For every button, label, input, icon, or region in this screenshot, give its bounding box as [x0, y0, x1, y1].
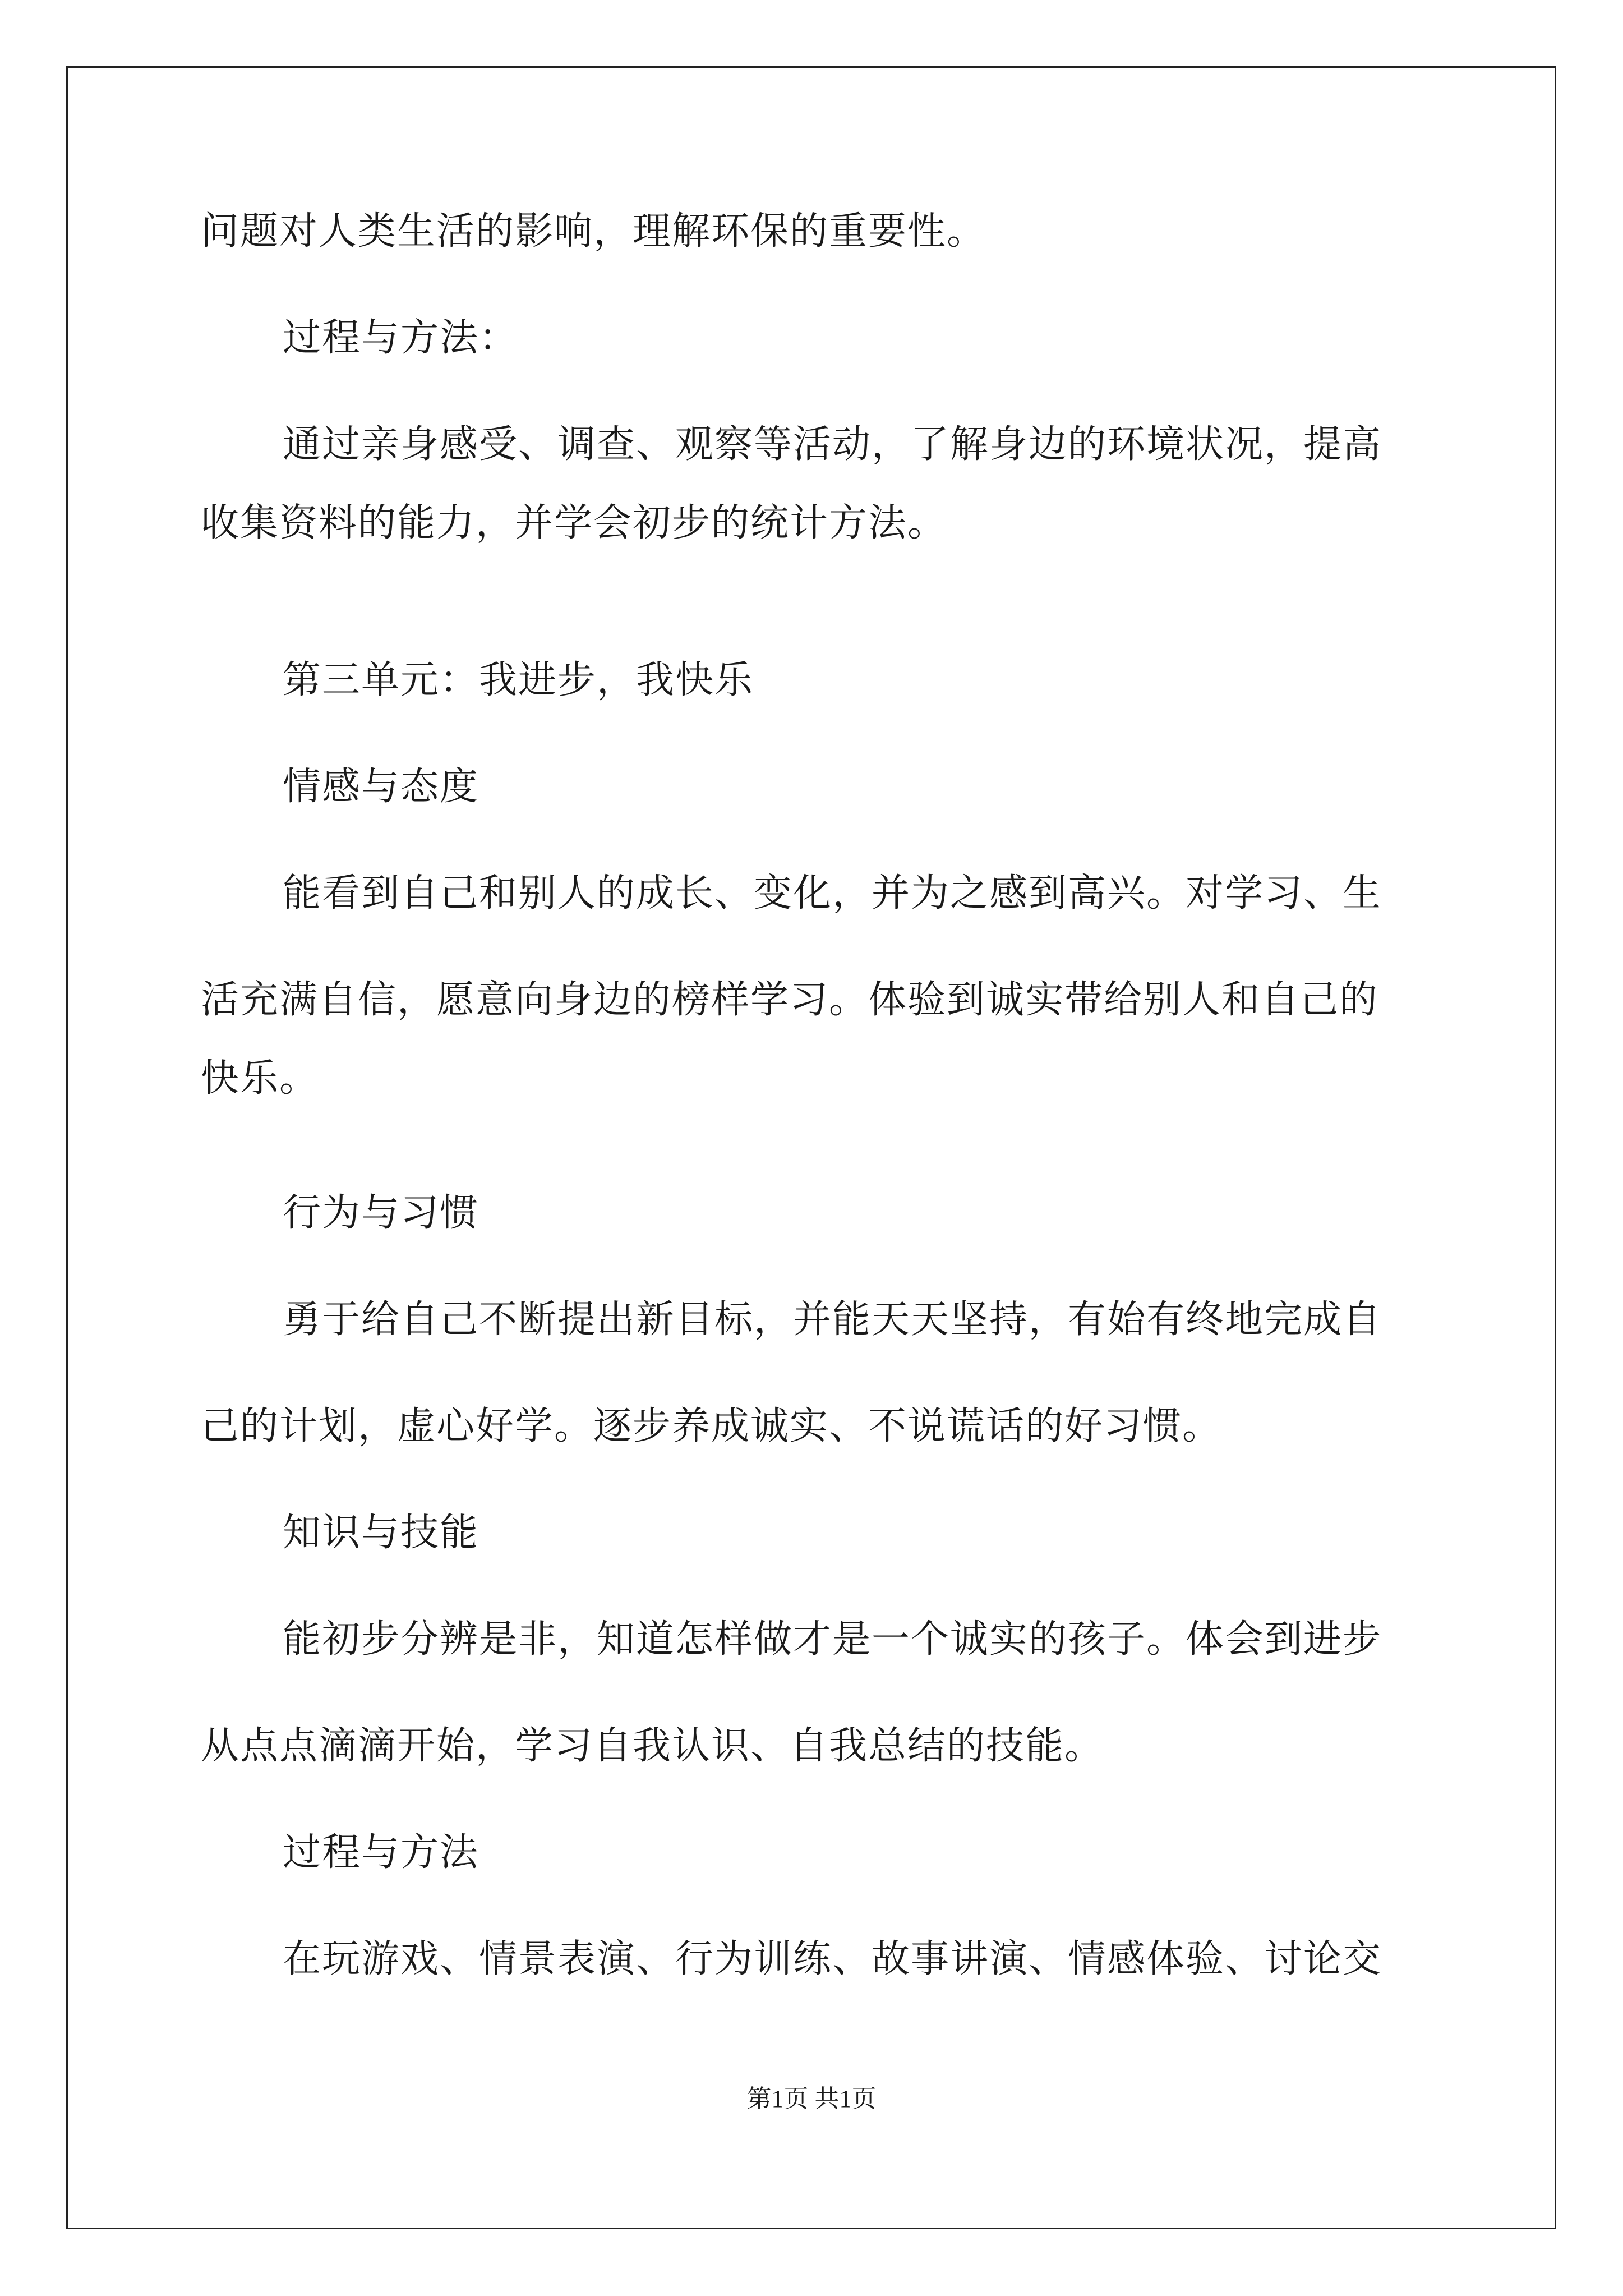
paragraph-line: 从点点滴滴开始，学习自我认识、自我总结的技能。: [201, 1724, 1104, 1768]
text-line: 问题对人类生活的影响，理解环保的重要性。: [201, 209, 986, 254]
paragraph-line: 能看到自己和别人的成长、变化，并为之感到高兴。对学习、生: [283, 871, 1382, 915]
section-heading: 情感与态度: [283, 765, 479, 809]
unit-heading: 第三单元：我进步，我快乐: [283, 658, 754, 702]
paragraph-line: 勇于给自己不断提出新目标，并能天天坚持，有始有终地完成自: [283, 1297, 1382, 1342]
section-heading: 过程与方法: [283, 1830, 479, 1875]
paragraph-line: 活充满自信，愿意向身边的榜样学习。体验到诚实带给别人和自己的: [201, 978, 1379, 1022]
section-heading: 行为与习惯: [283, 1191, 479, 1235]
section-heading: 过程与方法：: [283, 316, 519, 360]
page-footer: 第1页 共1页: [746, 2085, 877, 2113]
paragraph-line: 快乐。: [201, 1056, 319, 1101]
paragraph-line: 己的计划，虚心好学。逐步养成诚实、不说谎话的好习惯。: [201, 1404, 1222, 1448]
paragraph-line: 能初步分辨是非，知道怎样做才是一个诚实的孩子。体会到进步: [283, 1617, 1382, 1662]
section-heading: 知识与技能: [283, 1511, 479, 1555]
page-border: [66, 66, 1556, 2229]
paragraph-line: 在玩游戏、情景表演、行为训练、故事讲演、情感体验、讨论交: [283, 1937, 1382, 1981]
paragraph-line: 通过亲身感受、调查、观察等活动，了解身边的环境状况，提高: [283, 422, 1382, 467]
paragraph-line: 收集资料的能力，并学会初步的统计方法。: [201, 501, 947, 545]
